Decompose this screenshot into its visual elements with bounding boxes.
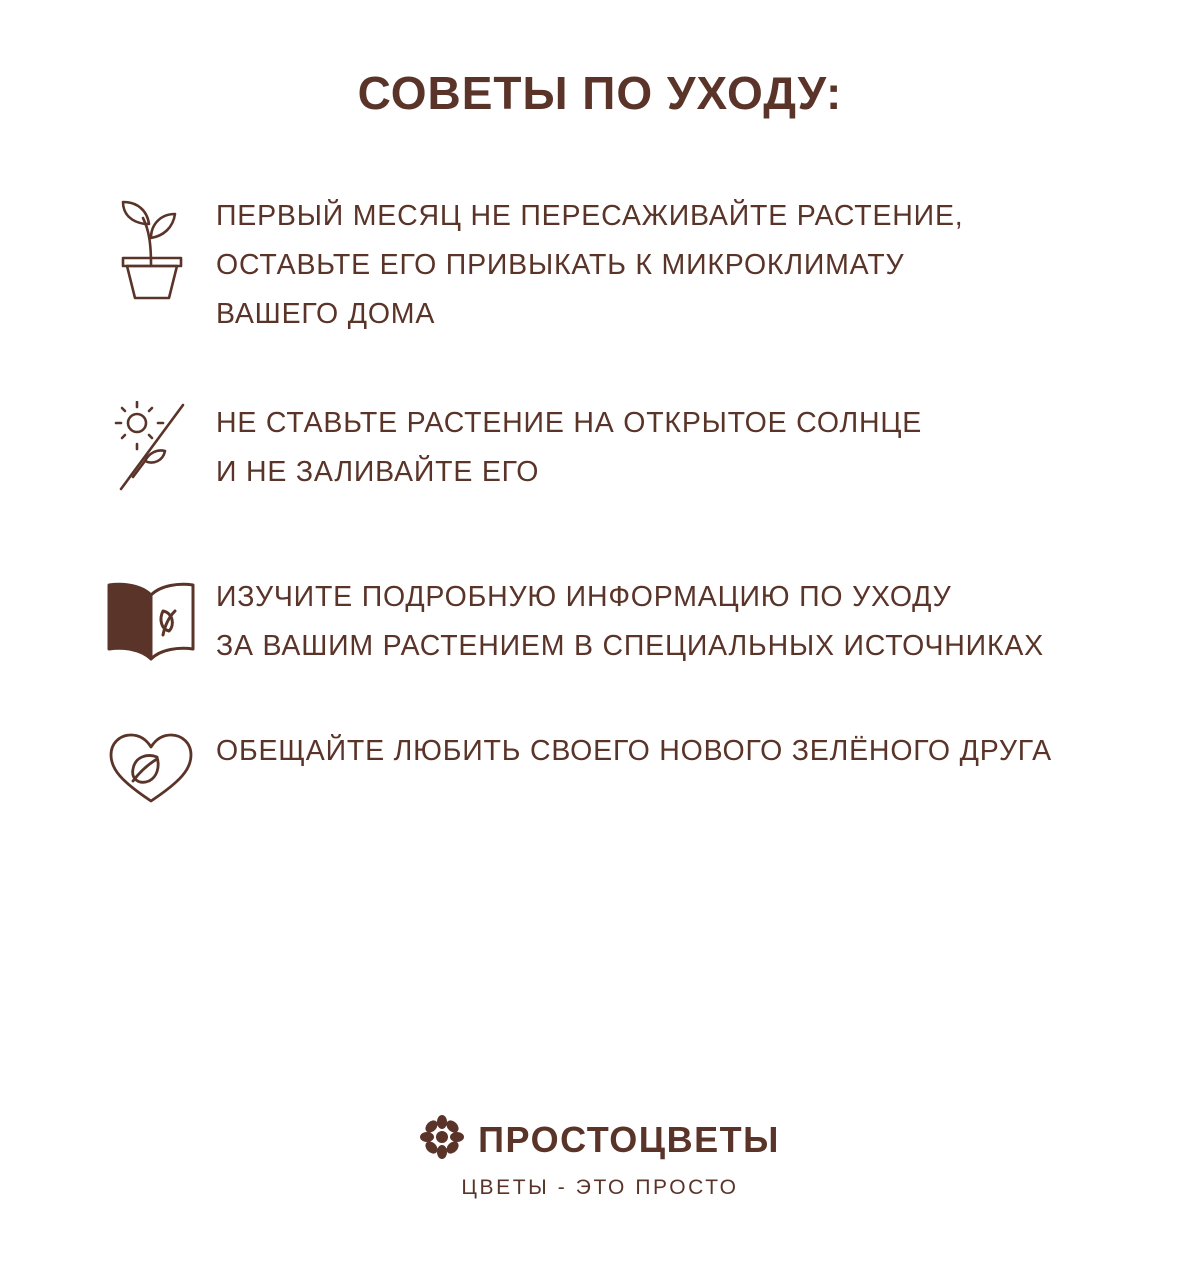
care-tips-card	[0, 66, 1200, 1266]
list-item	[86, 399, 1140, 497]
list-item-text	[216, 727, 1140, 776]
tips-list	[0, 192, 1200, 809]
heart-leaf-icon	[86, 727, 216, 809]
tip-line: ВАШЕГО ДОМА	[216, 298, 436, 331]
tip-line: И НЕ ЗАЛИВАЙТЕ ЕГО	[216, 456, 540, 489]
tip-line: ОСТАВЬТЕ ЕГО ПРИВЫКАТЬ К МИКРОКЛИМАТУ	[216, 249, 905, 282]
brand-tagline: ЦВЕТЫ - ЭТО ПРОСТО	[461, 1176, 739, 1199]
no-direct-sun-icon	[86, 399, 216, 497]
footer	[0, 1115, 1200, 1200]
list-item-text	[216, 192, 1140, 339]
tip-line: НЕ СТАВЬТЕ РАСТЕНИЕ НА ОТКРЫТОЕ СОЛНЦЕ	[216, 407, 923, 440]
brand-name: ПРОСТОЦВЕТЫ	[478, 1118, 780, 1160]
list-item	[86, 192, 1140, 339]
list-item-text	[216, 573, 1140, 671]
potted-plant-icon	[86, 192, 216, 302]
tip-line: ИЗУЧИТЕ ПОДРОБНУЮ ИНФОРМАЦИЮ ПО УХОДУ	[216, 581, 952, 614]
tip-line: ПЕРВЫЙ МЕСЯЦ НЕ ПЕРЕСАЖИВАЙТЕ РАСТЕНИЕ,	[216, 200, 964, 232]
list-item	[86, 727, 1140, 809]
list-item	[86, 573, 1140, 671]
open-book-icon	[86, 573, 216, 667]
list-item-text	[216, 399, 1140, 497]
flower-logo-icon	[420, 1115, 464, 1164]
tip-line: ЗА ВАШИМ РАСТЕНИЕМ В СПЕЦИАЛЬНЫХ ИСТОЧНИКАХ	[216, 630, 1044, 663]
brand-lockup	[0, 1115, 1200, 1164]
page-title: СОВЕТЫ ПО УХОДУ:	[357, 67, 843, 119]
tip-line: ОБЕЩАЙТЕ ЛЮБИТЬ СВОЕГО НОВОГО ЗЕЛЁНОГО ДРУГА	[216, 735, 1052, 768]
